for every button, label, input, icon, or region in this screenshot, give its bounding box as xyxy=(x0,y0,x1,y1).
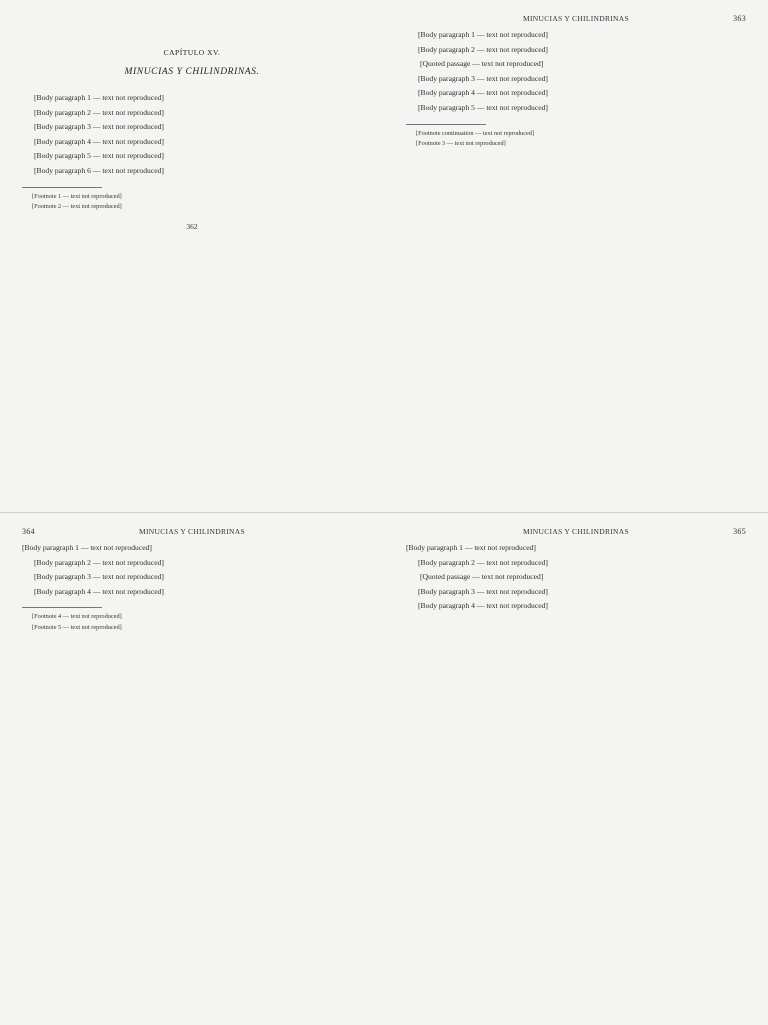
body-paragraph: [Body paragraph 4 — text not reproduced] xyxy=(418,601,548,611)
page-number: 362 xyxy=(186,221,198,231)
footnote: [Footnote continuation — text not reproduced] xyxy=(416,129,535,137)
body-paragraph: [Body paragraph 4 — text not reproduced] xyxy=(418,88,548,98)
page-number: 363 xyxy=(733,14,746,23)
page-number: 365 xyxy=(733,527,746,536)
chapter-title: MINUCIAS Y CHILINDRINAS. xyxy=(124,67,260,77)
page-number: 364 xyxy=(22,527,35,536)
running-head xyxy=(406,527,746,543)
body-paragraph: [Body paragraph 3 — text not reproduced] xyxy=(34,572,164,582)
body-paragraph: [Body paragraph 2 — text not reproduced] xyxy=(34,557,164,567)
footnote-rule xyxy=(406,124,486,125)
page-364 xyxy=(0,513,384,1025)
body-paragraph: [Body paragraph 3 — text not reproduced] xyxy=(418,586,548,596)
body-paragraph: [Body paragraph 1 — text not reproduced] xyxy=(418,30,548,39)
top-spread xyxy=(0,0,768,512)
body-paragraph: [Body paragraph 5 — text not reproduced] xyxy=(418,102,548,112)
footnote: [Footnote 4 — text not reproduced] xyxy=(32,613,122,621)
body-paragraph: [Body paragraph 2 — text not reproduced] xyxy=(34,107,164,117)
body-paragraph: [Body paragraph 3 — text not reproduced] xyxy=(418,73,548,83)
body-paragraph: [Body paragraph 4 — text not reproduced] xyxy=(34,136,164,146)
page-363 xyxy=(384,0,768,512)
body-paragraph: [Body paragraph 6 — text not reproduced] xyxy=(34,165,164,175)
footnote-rule xyxy=(22,187,102,188)
body-paragraph: [Body paragraph 4 — text not reproduced] xyxy=(34,586,164,596)
body-paragraph: [Body paragraph 1 — text not reproduced] xyxy=(34,93,164,102)
running-head-title: MINUCIAS Y CHILINDRINAS xyxy=(523,527,629,536)
footnote: [Footnote 3 — text not reproduced] xyxy=(416,140,506,148)
footnote: [Footnote 5 — text not reproduced] xyxy=(32,623,122,631)
running-head xyxy=(406,14,746,30)
body-paragraph: [Body paragraph 2 — text not reproduced] xyxy=(418,557,548,567)
body-paragraph: [Body paragraph 1 — text not reproduced] xyxy=(406,543,536,552)
quoted-passage: [Quoted passage — text not reproduced] xyxy=(420,59,544,69)
footnote: [Footnote 2 — text not reproduced] xyxy=(32,203,122,211)
body-paragraph: [Body paragraph 2 — text not reproduced] xyxy=(418,44,548,54)
body-paragraph: [Body paragraph 1 — text not reproduced] xyxy=(22,543,152,552)
quoted-passage: [Quoted passage — text not reproduced] xyxy=(420,572,544,582)
chapter-label: CAPÍTULO XV. xyxy=(163,48,221,57)
footnote-rule xyxy=(22,607,102,608)
body-paragraph: [Body paragraph 5 — text not reproduced] xyxy=(34,151,164,161)
bottom-spread xyxy=(0,512,768,1025)
page-362 xyxy=(0,0,384,512)
footnote: [Footnote 1 — text not reproduced] xyxy=(32,192,122,200)
running-head-title: MINUCIAS Y CHILINDRINAS xyxy=(523,14,629,23)
running-head xyxy=(22,527,362,543)
running-head-title: MINUCIAS Y CHILINDRINAS xyxy=(139,527,245,536)
page-365 xyxy=(384,513,768,1025)
body-paragraph: [Body paragraph 3 — text not reproduced] xyxy=(34,122,164,132)
